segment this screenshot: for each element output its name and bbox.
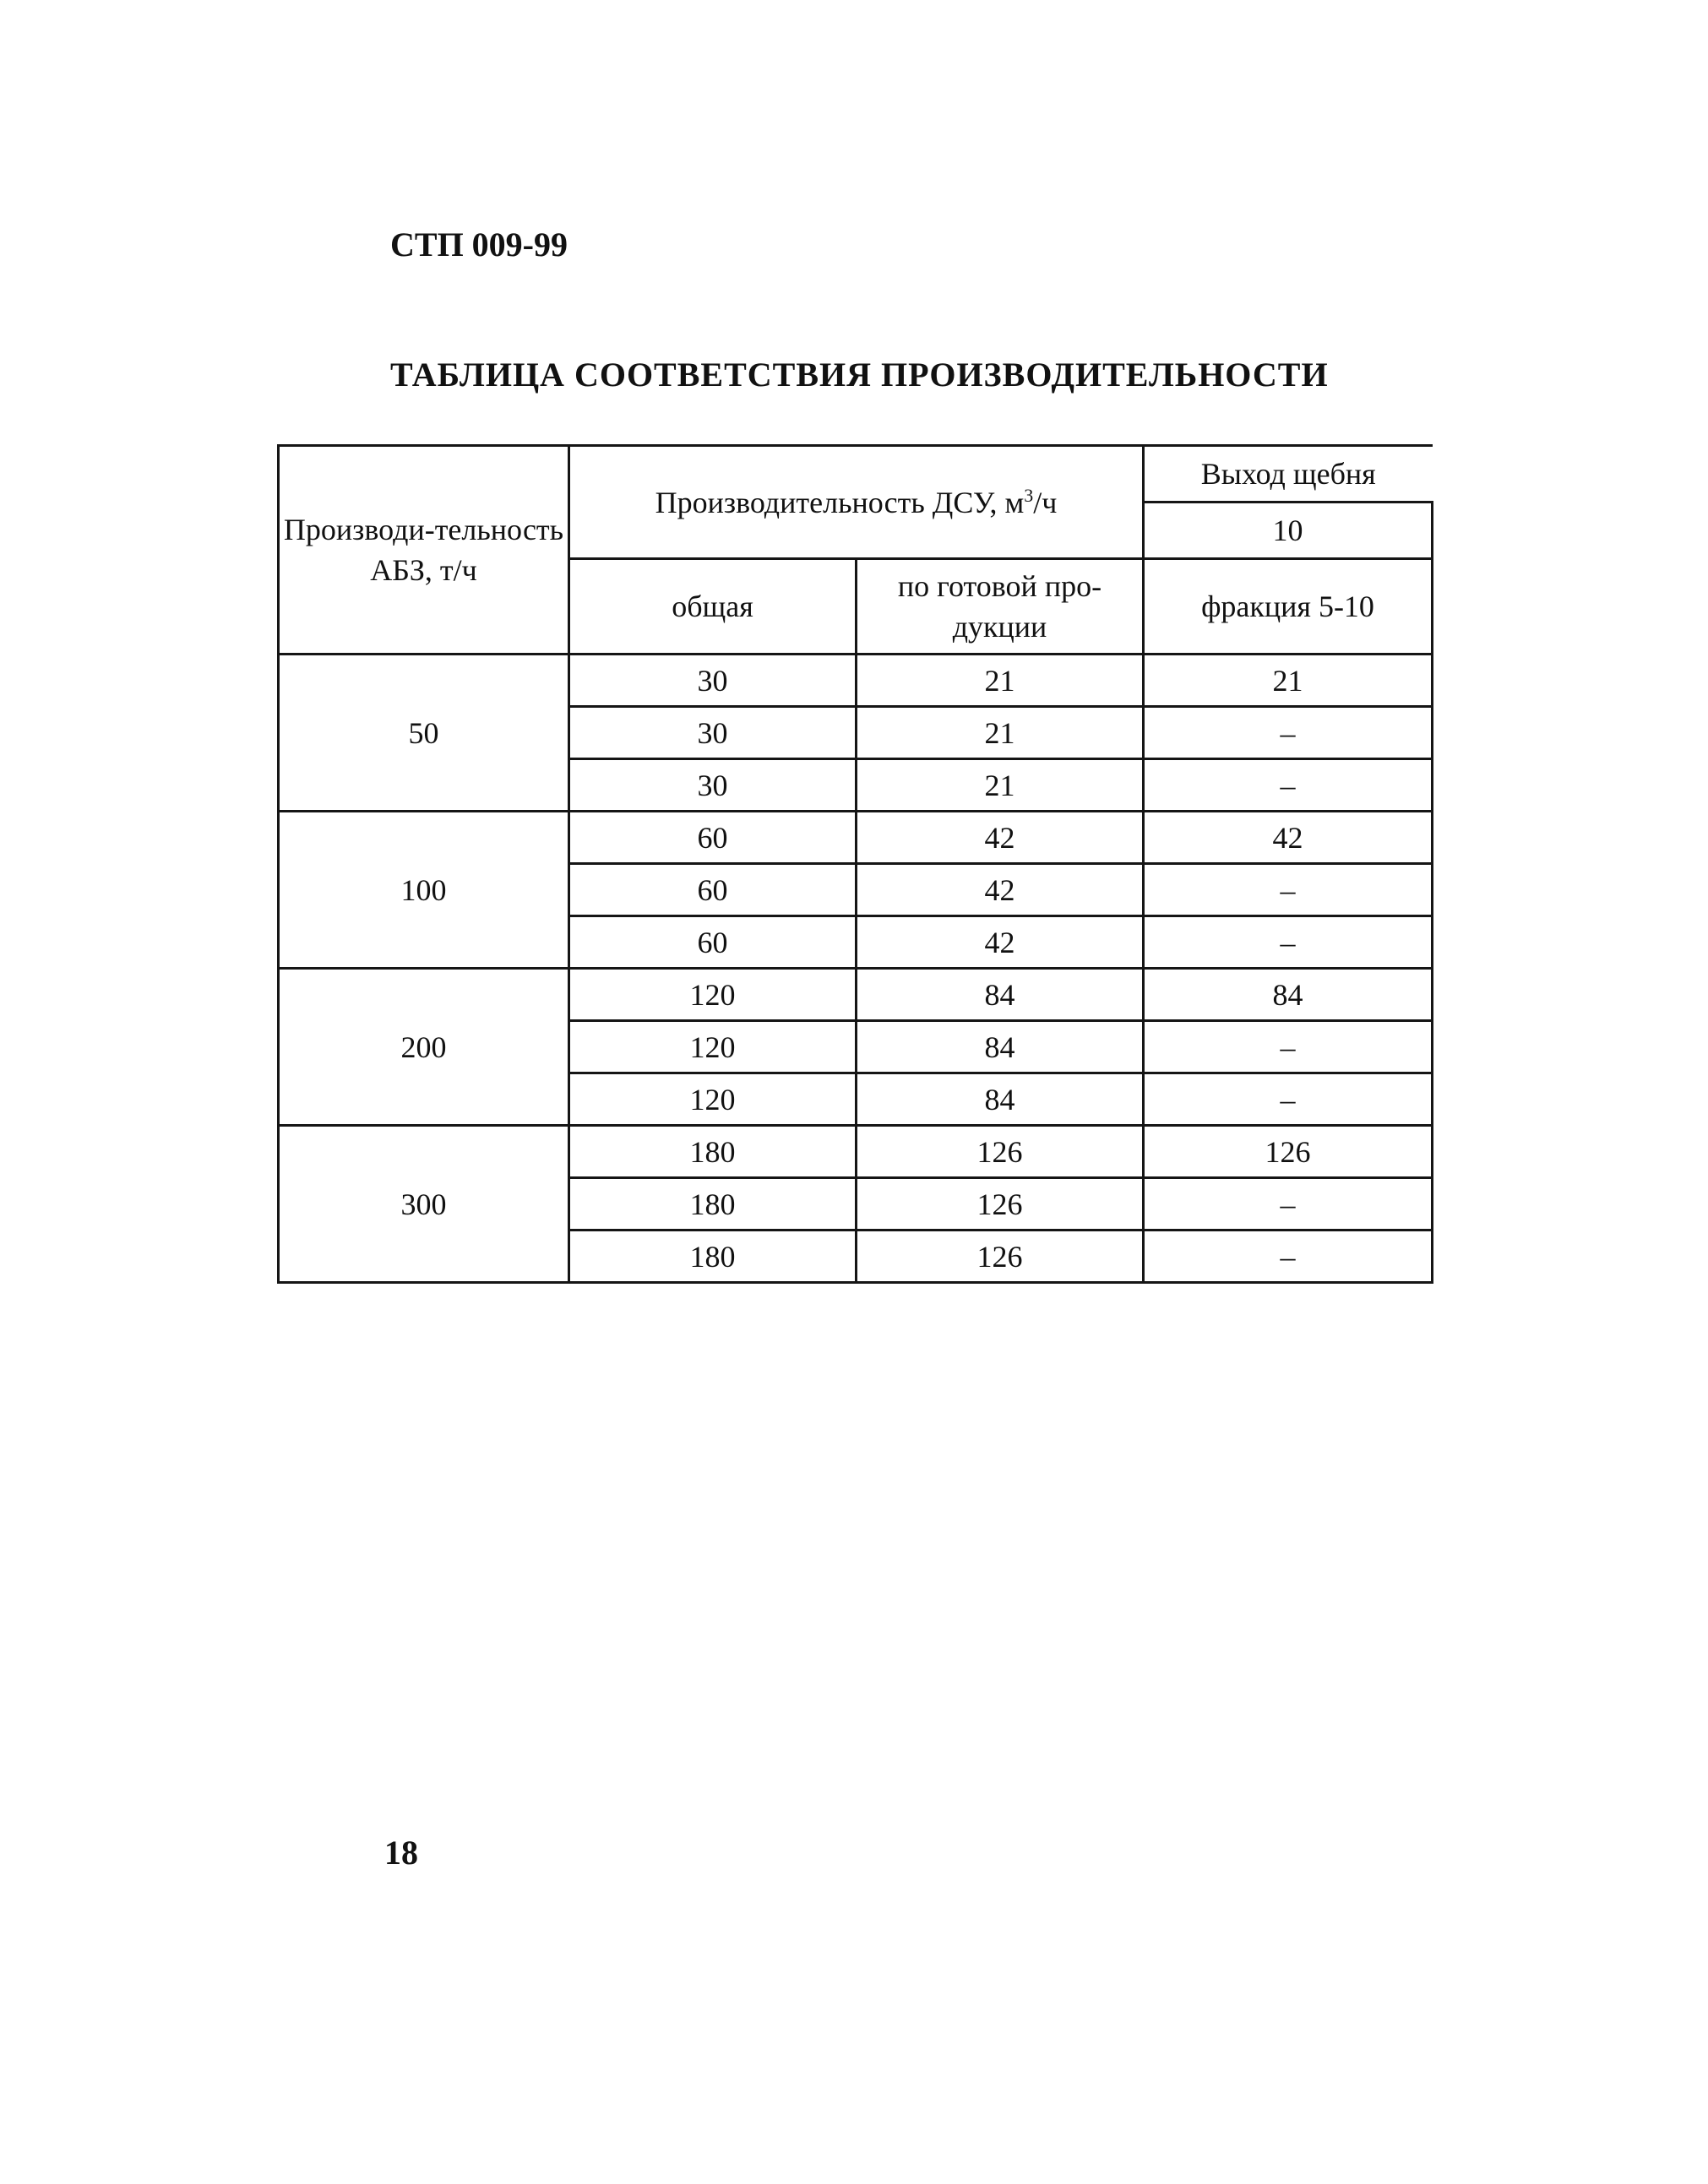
header-fraction: фракция 5-10 — [1144, 559, 1433, 655]
fraction-value: 21 — [1144, 655, 1433, 707]
total-value: 120 — [569, 1021, 857, 1073]
fraction-value: – — [1144, 916, 1433, 969]
header-dsu-text: Производительность ДСУ, м — [655, 485, 1025, 519]
table-title: ТАБЛИЦА СООТВЕТСТВИЯ ПРОИЗВОДИТЕЛЬНОСТИ — [390, 356, 1329, 394]
header-dsu-capacity — [569, 446, 1144, 559]
abz-value: 200 — [279, 969, 569, 1126]
finished-value: 84 — [857, 1021, 1144, 1073]
abz-value: 50 — [279, 655, 569, 812]
total-value: 180 — [569, 1231, 857, 1283]
finished-value: 84 — [857, 969, 1144, 1021]
finished-value: 126 — [857, 1178, 1144, 1231]
document-code: СТП 009-99 — [390, 225, 568, 263]
header-total: общая — [569, 559, 857, 655]
finished-value: 126 — [857, 1126, 1144, 1178]
header-abz-capacity: Производи-тельность АБЗ, т/ч — [279, 446, 569, 655]
abz-value: 300 — [279, 1126, 569, 1283]
table-row — [279, 812, 1433, 864]
total-value: 30 — [569, 759, 857, 812]
header-dsu-unit: /ч — [1033, 485, 1058, 519]
fraction-value: – — [1144, 1178, 1433, 1231]
fraction-value: – — [1144, 707, 1433, 759]
fraction-value: – — [1144, 1073, 1433, 1126]
table-row — [279, 655, 1433, 707]
finished-value: 21 — [857, 707, 1144, 759]
total-value: 180 — [569, 1178, 857, 1231]
fraction-value: 42 — [1144, 812, 1433, 864]
fraction-value: 84 — [1144, 969, 1433, 1021]
abz-value: 100 — [279, 812, 569, 969]
fraction-value: – — [1144, 1021, 1433, 1073]
fraction-value: 126 — [1144, 1126, 1433, 1178]
total-value: 120 — [569, 969, 857, 1021]
total-value: 60 — [569, 812, 857, 864]
fraction-value: – — [1144, 759, 1433, 812]
total-value: 30 — [569, 655, 857, 707]
finished-value: 21 — [857, 655, 1144, 707]
finished-value: 126 — [857, 1231, 1144, 1283]
total-value: 180 — [569, 1126, 857, 1178]
table-row — [279, 969, 1433, 1021]
total-value: 30 — [569, 707, 857, 759]
finished-value: 42 — [857, 864, 1144, 916]
finished-value: 21 — [857, 759, 1144, 812]
total-value: 60 — [569, 864, 857, 916]
table-row — [279, 1126, 1433, 1178]
performance-table — [277, 444, 1433, 1284]
total-value: 120 — [569, 1073, 857, 1126]
total-value: 60 — [569, 916, 857, 969]
finished-value: 84 — [857, 1073, 1144, 1126]
header-output: Выход щебня — [1144, 446, 1433, 503]
header-finished-product: по готовой про-дукции — [857, 559, 1144, 655]
fraction-value: – — [1144, 864, 1433, 916]
finished-value: 42 — [857, 812, 1144, 864]
page-number: 18 — [384, 1834, 418, 1872]
finished-value: 42 — [857, 916, 1144, 969]
fraction-value: – — [1144, 1231, 1433, 1283]
header-dsu-superscript: 3 — [1024, 484, 1034, 506]
header-output-sub: 10 — [1144, 503, 1433, 559]
